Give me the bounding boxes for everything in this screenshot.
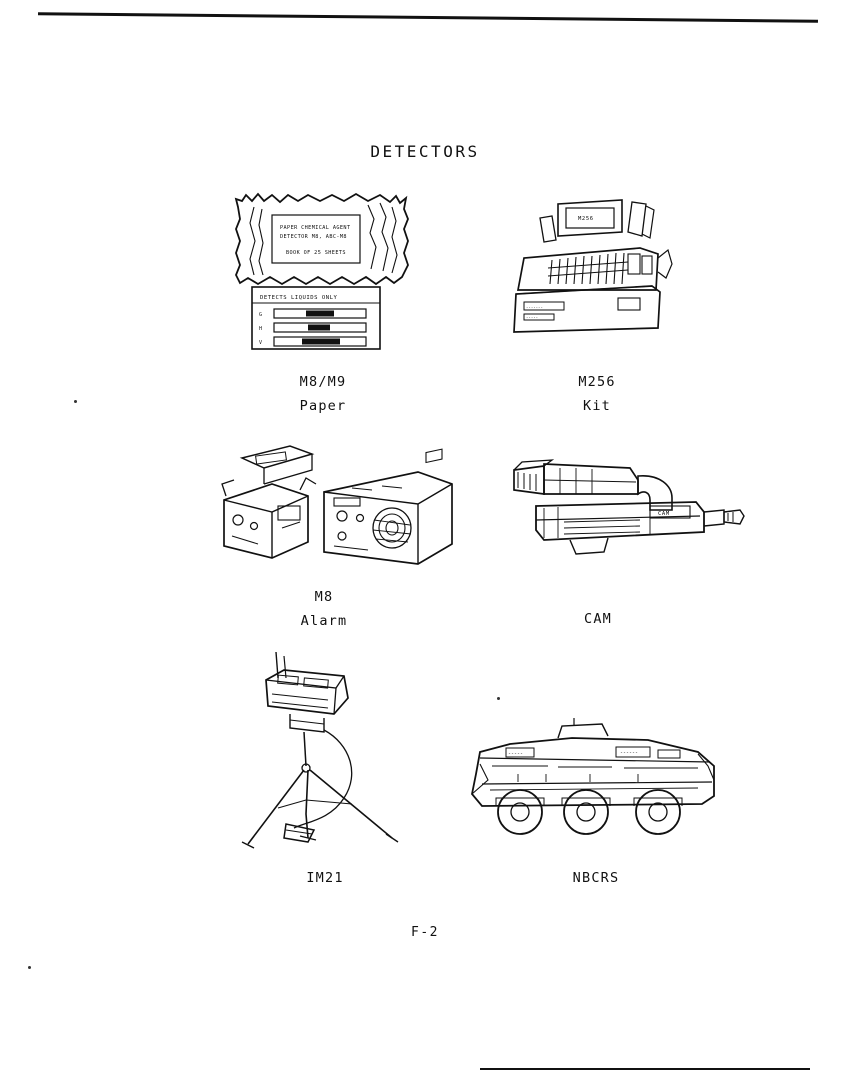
figure-caption-cam xyxy=(488,607,708,631)
svg-text:G: G xyxy=(259,312,263,318)
svg-text:RED: RED xyxy=(281,325,291,332)
caption-line-2: Kit xyxy=(583,398,611,414)
caption-line-1: NBCRS xyxy=(572,870,620,886)
caption-line-1: CAM xyxy=(584,611,612,627)
figure-caption-m8-m9-paper xyxy=(213,370,433,418)
scan-speck xyxy=(28,966,31,969)
caption-line-2: Paper xyxy=(299,398,347,414)
svg-text:V: V xyxy=(259,340,263,346)
svg-text:PAPER CHEMICAL AGENT: PAPER CHEMICAL AGENT xyxy=(280,225,351,231)
svg-text:-----: ----- xyxy=(508,751,524,757)
figure-nbcrs xyxy=(462,718,722,848)
figure-caption-m256-kit xyxy=(487,370,707,418)
scan-speck xyxy=(74,400,77,403)
svg-text:DETECTOR M8, ABC-M8: DETECTOR M8, ABC-M8 xyxy=(280,234,347,240)
svg-text:YELLOW: YELLOW xyxy=(280,311,299,318)
svg-text:-------: ------- xyxy=(526,304,543,310)
caption-line-1: M256 xyxy=(578,374,616,390)
figure-m256-kit xyxy=(500,198,680,348)
figure-m8-m9-paper xyxy=(228,185,418,365)
page-footer-number: F-2 xyxy=(411,925,439,940)
svg-text:H: H xyxy=(259,326,263,332)
figure-caption-m8-alarm xyxy=(214,585,434,633)
caption-line-1: M8/M9 xyxy=(299,374,347,390)
page-title: DETECTORS xyxy=(370,142,480,161)
figure-caption-im21 xyxy=(215,866,435,890)
figure-im21 xyxy=(232,648,432,858)
svg-text:------: ------ xyxy=(620,750,639,756)
svg-text:DK GREEN: DK GREEN xyxy=(278,339,303,346)
svg-text:DETECTS LIQUIDS ONLY: DETECTS LIQUIDS ONLY xyxy=(260,295,338,301)
figure-caption-nbcrs xyxy=(486,866,706,890)
svg-text:CAM: CAM xyxy=(658,511,670,517)
figure-cam xyxy=(500,450,750,560)
caption-line-1: M8 xyxy=(314,589,334,605)
figure-m8-alarm xyxy=(212,440,462,575)
scan-artifact-line-top xyxy=(38,12,818,22)
svg-text:M256: M256 xyxy=(578,216,594,222)
svg-text:-----: ----- xyxy=(526,315,539,320)
svg-text:BOOK OF 25 SHEETS: BOOK OF 25 SHEETS xyxy=(286,250,346,256)
scan-speck xyxy=(497,697,500,700)
scan-artifact-line-bottom xyxy=(480,1068,810,1070)
caption-line-1: IM21 xyxy=(306,870,344,886)
caption-line-2: Alarm xyxy=(300,613,348,629)
